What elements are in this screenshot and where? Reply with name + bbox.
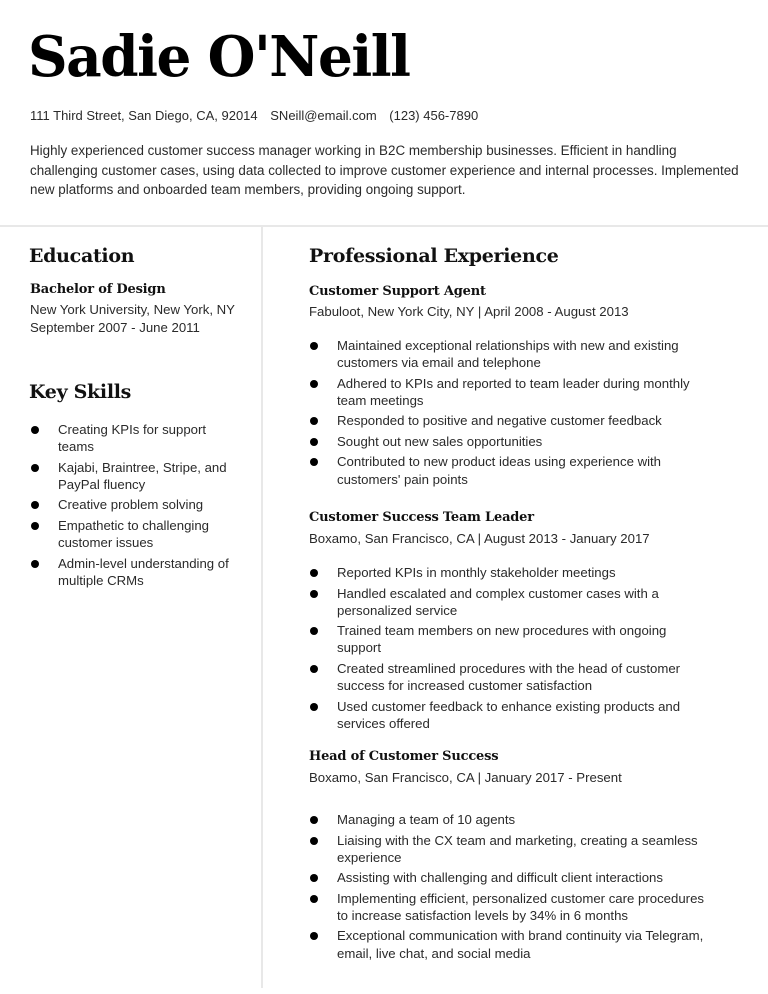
job-bullet <box>309 375 704 409</box>
bullet-text: Implementing efficient, personalized customer care procedures to increase satisfaction levels by 34% in 6 months <box>337 890 704 923</box>
bullet-text: Used customer feedback to enhance existing products and services offered <box>337 698 681 731</box>
bullet-icon <box>310 417 318 425</box>
job-bullet <box>309 453 704 487</box>
skill-text: Admin-level understanding of multiple CRMs <box>58 555 229 588</box>
bullet-icon <box>31 464 39 472</box>
bullet-icon <box>310 874 318 882</box>
skill-item <box>30 496 235 513</box>
skill-item <box>30 517 235 551</box>
job-meta: Boxamo, San Francisco, CA | August 2013 - January 2017 <box>309 531 650 546</box>
job-bullet <box>309 412 704 429</box>
bullet-text: Responded to positive and negative customer feedback <box>337 413 662 429</box>
bullet-text: Trained team members on new procedures with ongoing support <box>337 623 667 656</box>
header-divider <box>0 225 768 227</box>
bullet-icon <box>310 438 318 446</box>
job-bullet <box>309 890 704 924</box>
job-bullet <box>309 811 704 828</box>
bullet-text: Adhered to KPIs and reported to team leader during monthly team meetings <box>337 375 690 408</box>
column-divider <box>261 227 263 988</box>
skill-item <box>30 421 235 455</box>
skill-text: Creating KPIs for support teams <box>58 422 207 455</box>
key-skills-list <box>30 421 235 592</box>
contact-phone: (123) 456-7890 <box>389 108 479 123</box>
bullet-icon <box>310 932 318 940</box>
bullet-text: Assisting with challenging and difficult client interactions <box>337 870 663 886</box>
bullet-icon <box>31 560 39 568</box>
job-title: Customer Support Agent <box>309 284 486 299</box>
contact-line <box>30 106 487 126</box>
job-bullet <box>309 660 704 694</box>
bullet-icon <box>31 426 39 434</box>
bullet-text: Handled escalated and complex customer cases with a personalized service <box>337 585 659 618</box>
bullet-text: Managing a team of 10 agents <box>337 812 516 827</box>
key-skills-heading: Key Skills <box>29 381 132 403</box>
bullet-text: Reported KPIs in monthly stakeholder meetings <box>337 565 616 580</box>
bullet-icon <box>310 837 318 845</box>
education-heading: Education <box>29 245 135 267</box>
job-bullets <box>309 811 704 965</box>
skill-item <box>30 459 235 493</box>
education-school: New York University, New York, NY <box>30 302 235 317</box>
job-meta: Boxamo, San Francisco, CA | January 2017 - Present <box>309 770 622 785</box>
bullet-icon <box>310 590 318 598</box>
bullet-icon <box>310 627 318 635</box>
job-bullet <box>309 869 704 886</box>
job-bullet <box>309 337 704 371</box>
job-bullets <box>309 337 704 491</box>
job-bullet <box>309 832 704 866</box>
bullet-icon <box>310 816 318 824</box>
skill-item <box>30 555 235 589</box>
bullet-icon <box>310 342 318 350</box>
bullet-icon <box>310 703 318 711</box>
experience-heading: Professional Experience <box>309 245 559 267</box>
bullet-text: Exceptional communication with brand continuity via Telegram, email, live chat, and social media <box>337 928 704 961</box>
education-degree: Bachelor of Design <box>30 282 166 297</box>
job-bullets <box>309 564 704 735</box>
candidate-name: Sadie O'Neill <box>28 24 410 90</box>
skill-text: Empathetic to challenging customer issues <box>58 517 210 551</box>
bullet-icon <box>310 665 318 673</box>
education-dates: September 2007 - June 2011 <box>30 319 200 335</box>
bullet-icon <box>310 895 318 903</box>
job-meta: Fabuloot, New York City, NY | April 2008 - August 2013 <box>309 304 629 319</box>
bullet-icon <box>31 522 39 530</box>
job-bullet <box>309 927 704 961</box>
contact-email[interactable]: SNeill@email.com <box>270 108 377 123</box>
job-bullet <box>309 433 704 450</box>
contact-address: 111 Third Street, San Diego, CA, 92014 <box>30 108 258 123</box>
job-title: Head of Customer Success <box>309 749 499 764</box>
bullet-text: Created streamlined procedures with the head of customer success for increased customer satisfaction <box>337 660 681 694</box>
job-bullet <box>309 585 704 619</box>
bullet-text: Liaising with the CX team and marketing, creating a seamless experience <box>337 832 698 865</box>
bullet-text: Maintained exceptional relationships with new and existing customers via email and telephone <box>337 338 679 371</box>
bullet-text: Contributed to new product ideas using experience with customers' pain points <box>337 454 662 487</box>
professional-summary: Highly experienced customer success manager working in B2C membership businesses. Efficient in handling challenging customer cases, using data collected to improve customer experience and internal processes. Implemented new platforms and onboarded team members, providing ongoing support. <box>30 143 739 198</box>
job-bullet <box>309 622 704 656</box>
skill-text: Creative problem solving <box>58 497 204 513</box>
bullet-icon <box>310 458 318 466</box>
skill-text: Kajabi, Braintree, Stripe, and PayPal fluency <box>58 459 227 492</box>
job-title: Customer Success Team Leader <box>309 510 534 525</box>
job-bullet <box>309 564 704 581</box>
bullet-icon <box>31 501 39 509</box>
bullet-text: Sought out new sales opportunities <box>337 433 543 449</box>
bullet-icon <box>310 380 318 388</box>
bullet-icon <box>310 569 318 577</box>
job-bullet <box>309 698 704 732</box>
